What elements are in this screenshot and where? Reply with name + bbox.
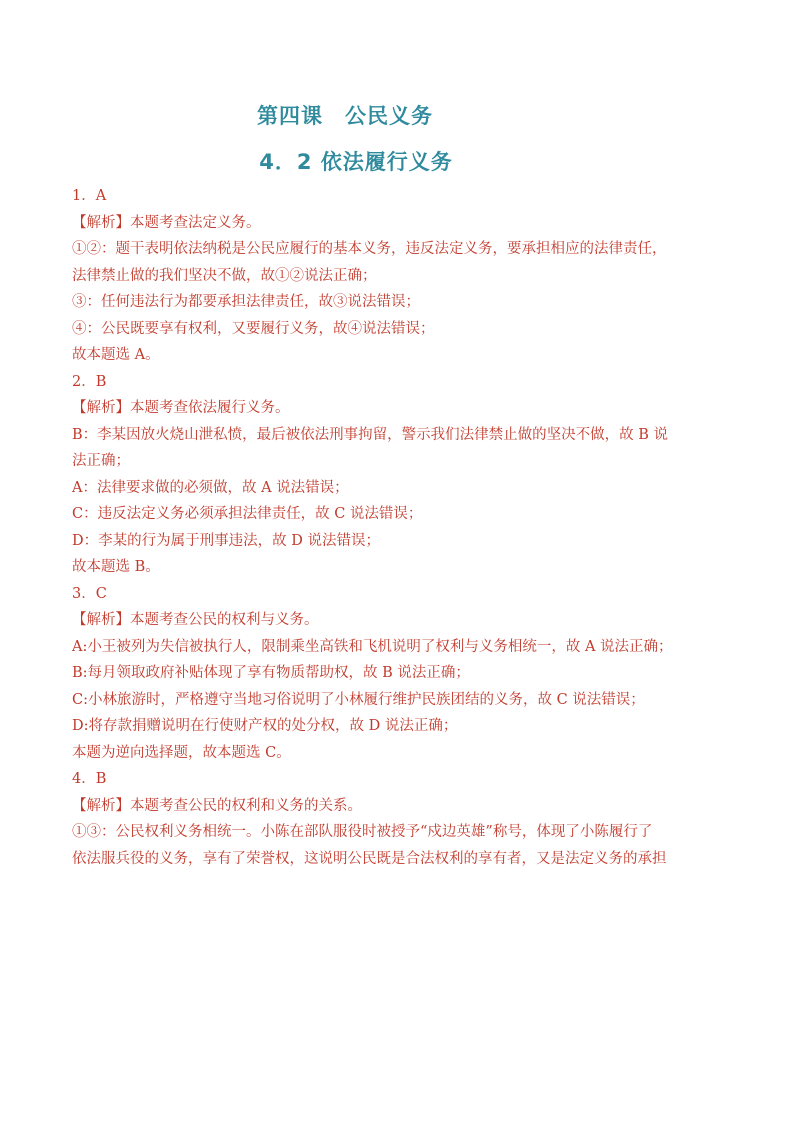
explanation-line: ③：任何违法行为都要承担法律责任，故③说法错误；: [72, 294, 420, 310]
answer-number: 1．A: [72, 188, 107, 204]
explanation-line: 法正确；: [72, 453, 130, 469]
explanation-line: D：李某的行为属于刑事违法，故 D 说法错误；: [72, 532, 380, 549]
conclusion-line: 本题为逆向选择题，故本题选 C。: [72, 744, 291, 761]
section-title: 4．2 依法履行义务: [259, 150, 453, 174]
lesson-title: 第四课 公民义务: [257, 104, 433, 128]
answer-number: 3．C: [72, 585, 107, 602]
explanation-line: B：李某因放火烧山泄私愤，最后被依法刑事拘留，警示我们法律禁止做的坚决不做，故 B 说: [72, 426, 669, 443]
explanation-line: ①③：公民权利义务相统一。小陈在部队服役时被授予“戍边英雄”称号，体现了小陈履行了: [72, 824, 653, 840]
answer-number: 4．B: [72, 771, 107, 787]
analysis-line: 【解析】本题考查依法履行义务。: [72, 400, 290, 416]
analysis-line: 【解析】本题考查法定义务。: [72, 214, 261, 231]
explanation-line: C：违反法定义务必须承担法律责任，故 C 说法错误；: [72, 506, 423, 522]
analysis-line: 【解析】本题考查公民的权利和义务的关系。: [72, 797, 362, 814]
explanation-line: D:将存款捐赠说明在行使财产权的处分权，故 D 说法正确；: [72, 718, 458, 734]
explanation-line: C:小林旅游时，严格遵守当地习俗说明了小林履行维护民族团结的义务，故 C 说法错误；: [72, 691, 645, 708]
answer-number: 2．B: [72, 373, 107, 390]
conclusion-line: 故本题选 A。: [72, 347, 160, 363]
explanation-line: 法律禁止做的我们坚决不做，故①②说法正确；: [72, 267, 377, 284]
explanation-line: A:小王被列为失信被执行人，限制乘坐高铁和飞机说明了权利与义务相统一，故 A 说法正确；: [72, 638, 673, 655]
explanation-line: ①②：题干表明依法纳税是公民应履行的基本义务，违反法定义务，要承担相应的法律责任，: [72, 241, 667, 257]
explanation-line: ④：公民既要享有权利，又要履行义务，故④说法错误；: [72, 320, 435, 337]
explanation-line: B:每月领取政府补贴体现了享有物质帮助权，故 B 说法正确；: [72, 665, 470, 681]
answer-content: [72, 183, 724, 872]
explanation-line: 依法服兵役的义务，享有了荣誉权，这说明公民既是合法权利的享有者，又是法定义务的承担: [72, 850, 667, 867]
analysis-line: 【解析】本题考查公民的权利与义务。: [72, 612, 319, 628]
conclusion-line: 故本题选 B。: [72, 559, 160, 575]
explanation-line: A：法律要求做的必须做，故 A 说法错误；: [72, 479, 349, 496]
